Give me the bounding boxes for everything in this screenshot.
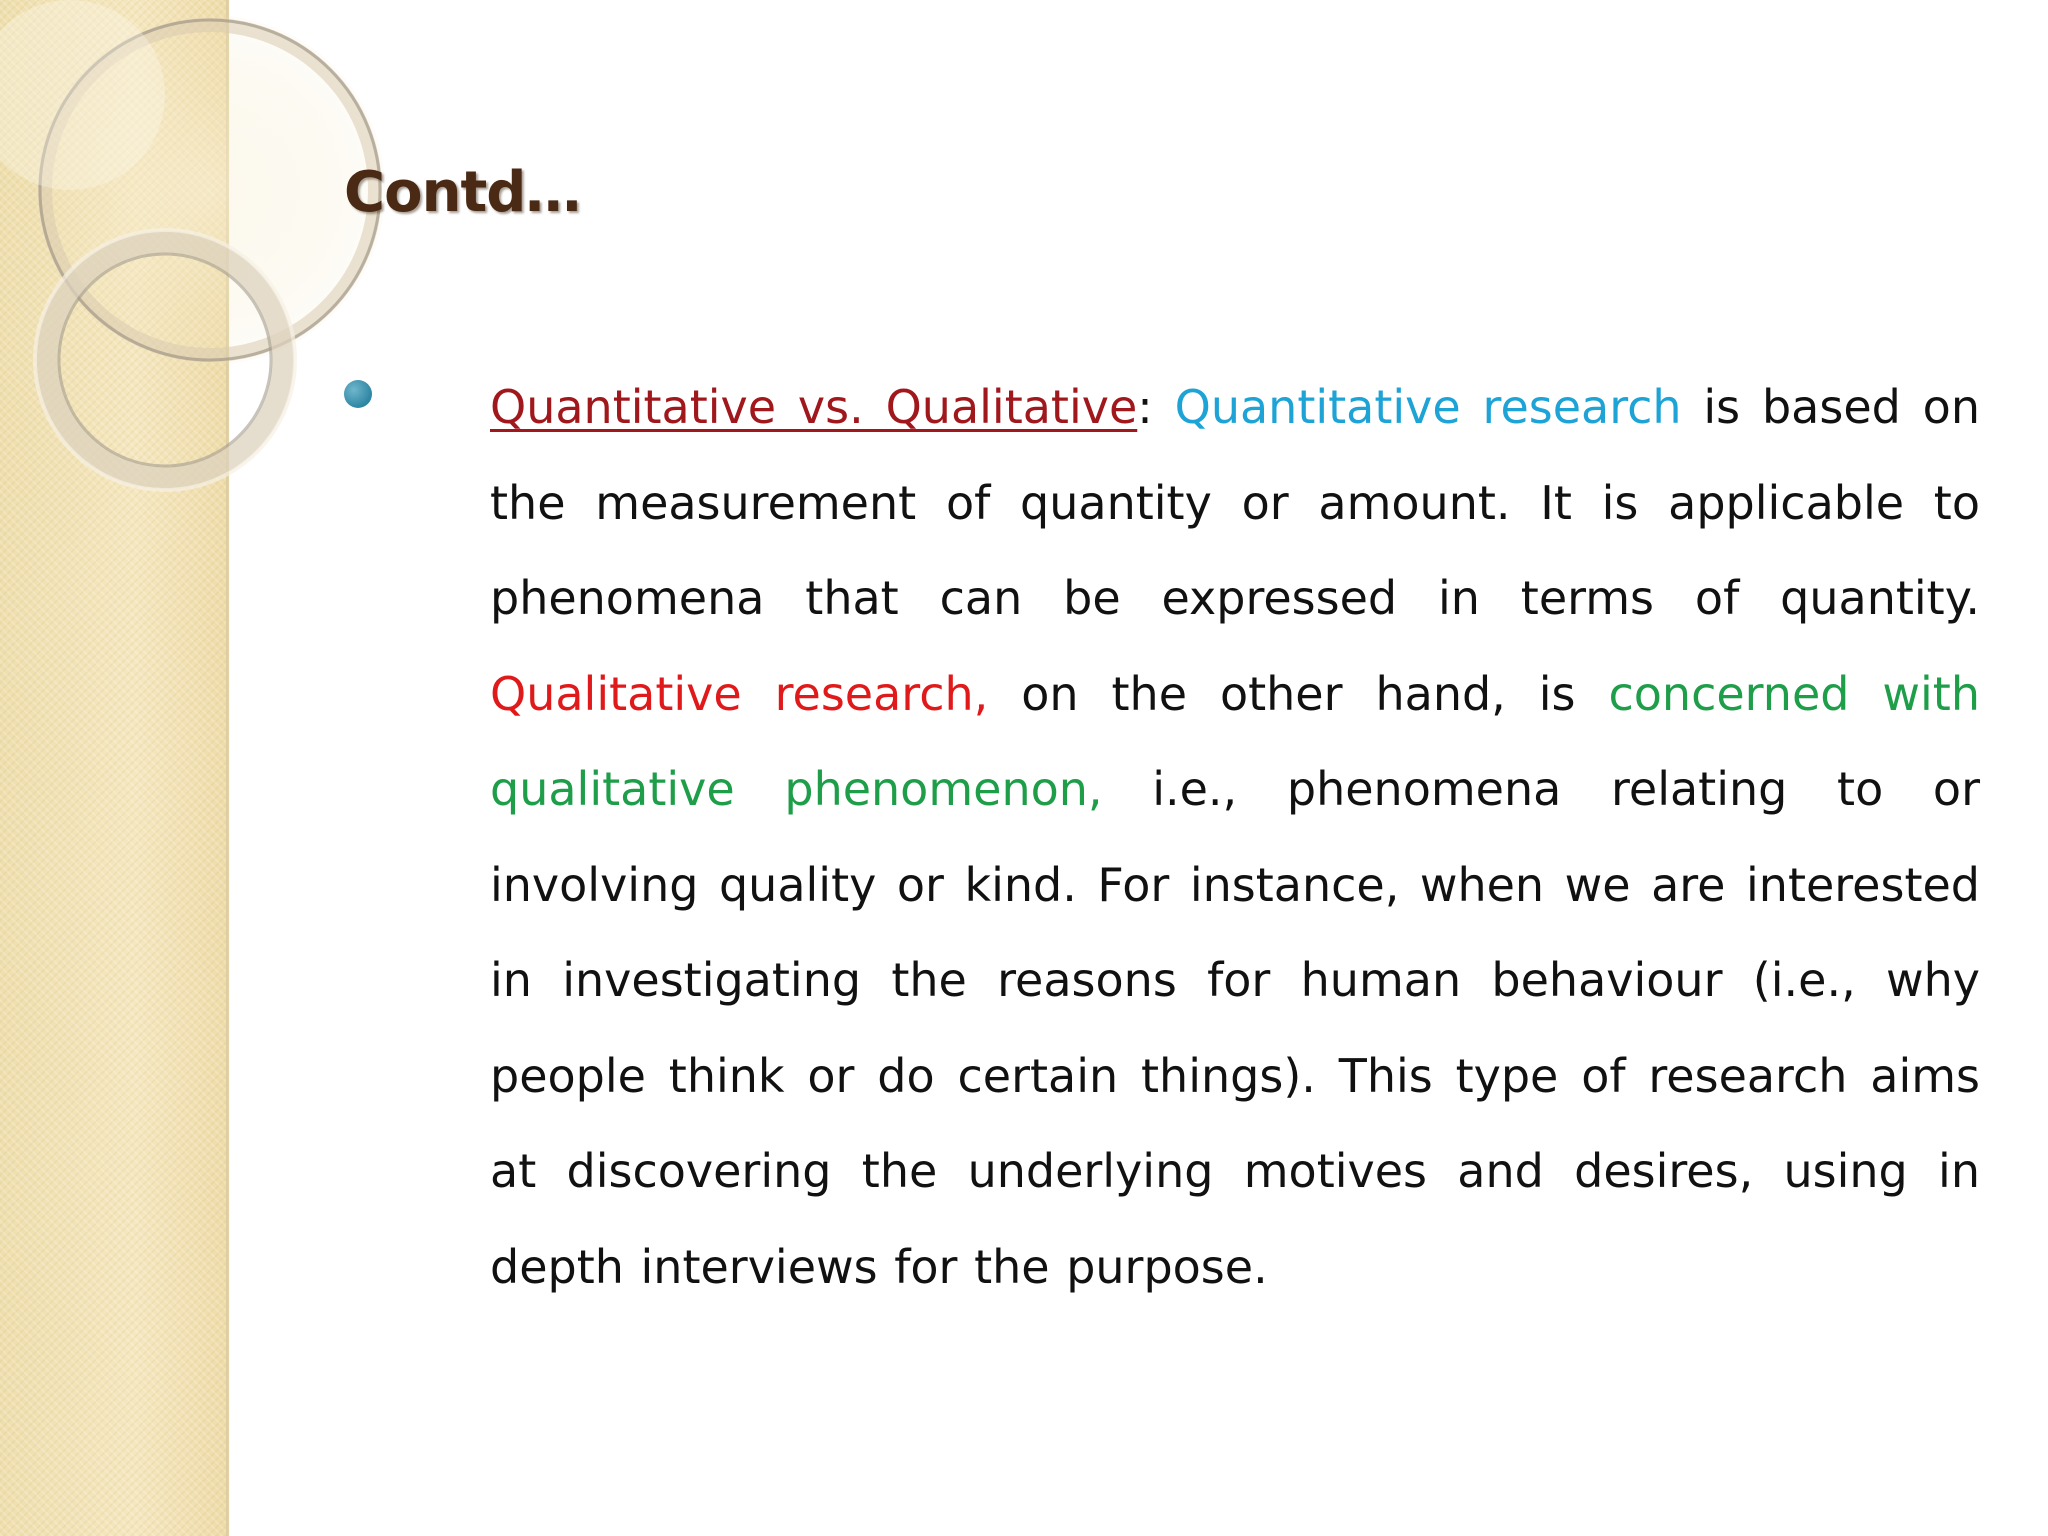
bullet-dot-icon xyxy=(344,380,372,408)
quantitative-research-term: Quantitative research xyxy=(1174,380,1682,434)
concerned-with-phrase: concerned with qualitative phenomenon, xyxy=(490,666,1980,816)
body-paragraph xyxy=(490,360,1980,1315)
term-heading-quantitative-vs-qualitative: Quantitative vs. Qualitative xyxy=(490,380,1138,434)
paragraph-text-part-2: on the other hand, is xyxy=(988,666,1609,721)
term-separator: : xyxy=(1137,380,1175,434)
paragraph-text-part-3: i.e., phenomena relating to or involving quality or kind. For instance, when we are interested in investigating the reasons for human behaviour (i.e., why people think or do certain things). This type of research aims at discovering the underlying motives and desires, using in depth interviews for the purpose. xyxy=(490,762,1980,1294)
qualitative-research-term: Qualitative research, xyxy=(490,666,989,721)
decorative-rings-graphic xyxy=(0,0,420,520)
slide-title: Contd… xyxy=(344,160,581,225)
paragraph-text-part-1: is based on the measurement of quantity or amount. It is applicable to phenomena that can be expressed in terms of quantity. xyxy=(490,380,1980,625)
